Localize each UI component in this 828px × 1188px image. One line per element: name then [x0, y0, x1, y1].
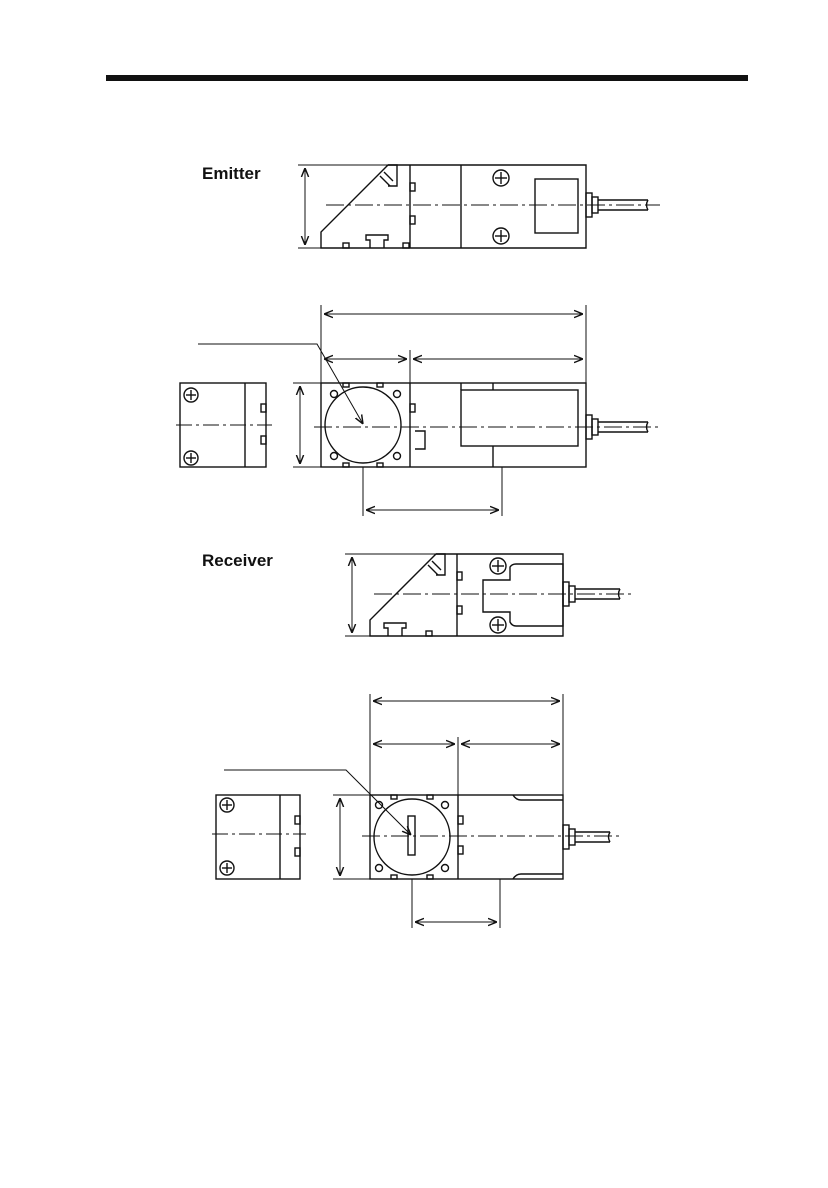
lens-circle	[374, 799, 450, 875]
screw-icon	[184, 451, 198, 465]
screw-icon	[490, 558, 506, 574]
receiver-top-view	[224, 694, 620, 928]
screw-icon	[493, 228, 509, 244]
emitter-front-view	[176, 383, 272, 467]
screw-icon	[493, 170, 509, 186]
header-rule	[106, 75, 748, 81]
screw-icon	[184, 388, 198, 402]
emitter-label: Emitter	[202, 164, 261, 183]
emitter-top-view	[198, 305, 660, 516]
screw-icon	[220, 861, 234, 875]
cable	[563, 825, 610, 849]
lens-circle	[325, 387, 401, 463]
emitter-side-view	[298, 165, 660, 248]
receiver-front-view	[212, 795, 306, 879]
receiver-side-view	[345, 554, 632, 636]
screw-icon	[220, 798, 234, 812]
receiver-label: Receiver	[202, 551, 273, 570]
screw-icon	[490, 617, 506, 633]
